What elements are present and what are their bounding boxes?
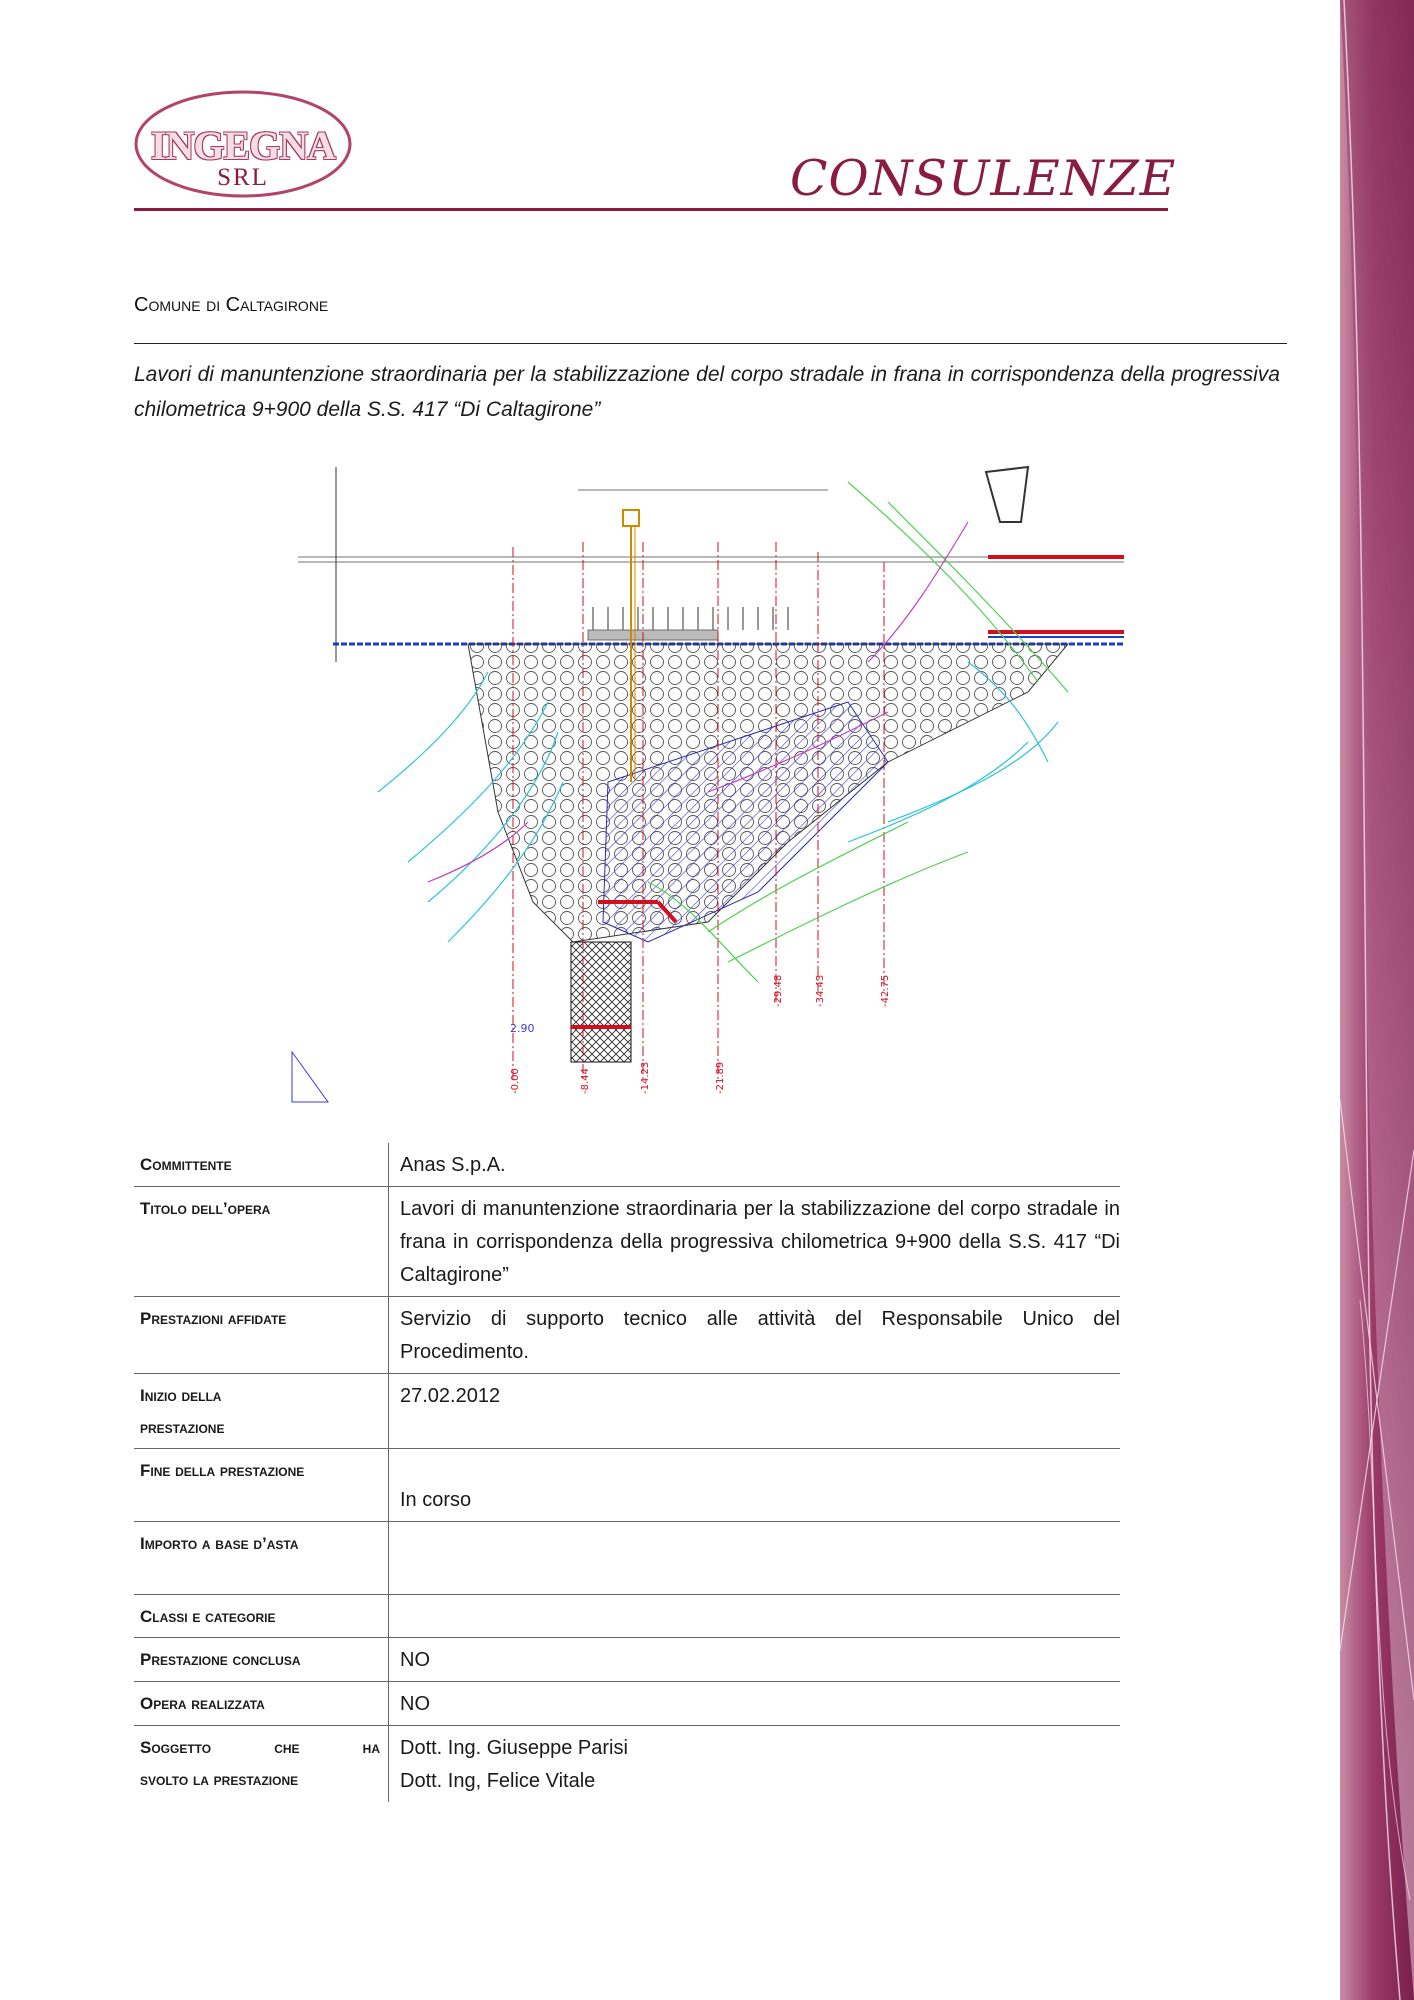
page-header-title: CONSULENZE xyxy=(790,150,1177,207)
table-row xyxy=(134,1522,1120,1595)
drawing-label: -42.75 xyxy=(880,974,891,1007)
decorative-side-band xyxy=(1340,0,1414,2000)
prestazioni-label: Prestazioni affidate xyxy=(134,1297,389,1374)
soggetto-label xyxy=(134,1726,389,1803)
table-row xyxy=(134,1638,1120,1682)
conclusa-label: Prestazione conclusa xyxy=(134,1638,389,1682)
inizio-label-line-1: Inizio della xyxy=(140,1386,222,1405)
table-row xyxy=(134,1726,1120,1803)
technical-drawing xyxy=(288,462,1124,1112)
drawing-label: -0.00 xyxy=(510,1068,521,1094)
table-row xyxy=(134,1449,1120,1522)
fine-label: Fine della prestazione xyxy=(134,1449,389,1522)
soggetto-value xyxy=(389,1726,1121,1803)
realizzata-value: NO xyxy=(389,1682,1121,1726)
inizio-label xyxy=(134,1374,389,1449)
table-row xyxy=(134,1143,1120,1187)
classi-value xyxy=(389,1595,1121,1638)
drawing-label: -8.44 xyxy=(580,1068,591,1094)
importo-value xyxy=(389,1522,1121,1595)
realizzata-label: Opera realizzata xyxy=(134,1682,389,1726)
classi-label: Classi e categorie xyxy=(134,1595,389,1638)
table-row xyxy=(134,1595,1120,1638)
drawing-label: -29.48 xyxy=(773,974,784,1007)
heading-divider xyxy=(134,343,1287,344)
soggetto-person-2: Dott. Ing, Felice Vitale xyxy=(400,1770,596,1792)
soggetto-label-word: che xyxy=(274,1738,300,1757)
soggetto-label-word: Soggetto xyxy=(140,1738,212,1757)
importo-label: Importo a base d’asta xyxy=(134,1522,389,1595)
prestazioni-value: Servizio di supporto tecnico alle attività del Responsabile Unico del Procedimento. xyxy=(389,1297,1121,1374)
inizio-value: 27.02.2012 xyxy=(389,1374,1121,1449)
logo-text: INGEGNA xyxy=(150,123,336,168)
committente-value: Anas S.p.A. xyxy=(389,1143,1121,1187)
header-divider xyxy=(134,208,1168,211)
drawing-label: -21.89 xyxy=(715,1061,726,1094)
table-row xyxy=(134,1297,1120,1374)
drawing-label: 2.90 xyxy=(510,1022,535,1035)
soggetto-label-line-2: svolto la prestazione xyxy=(140,1770,299,1789)
soggetto-label-word: ha xyxy=(362,1738,380,1757)
project-subtitle: Lavori di manuntenzione straordinaria per la stabilizzazione del corpo stradale in frana in corrispondenza della progressiva chilometrica 9+900 della S.S. 417 “Di Caltagirone” xyxy=(134,363,1280,421)
conclusa-value: NO xyxy=(389,1638,1121,1682)
drawing-label: -14.23 xyxy=(640,1061,651,1094)
project-info-table xyxy=(134,1143,1120,1802)
committente-label: Committente xyxy=(134,1143,389,1187)
inizio-label-line-2: prestazione xyxy=(140,1418,225,1437)
table-row xyxy=(134,1187,1120,1297)
company-logo xyxy=(133,88,353,200)
fine-value: In corso xyxy=(389,1449,1121,1522)
drawing-label: -34.43 xyxy=(815,974,826,1007)
titolo-label: Titolo dell’opera xyxy=(134,1187,389,1297)
soggetto-label-line-1 xyxy=(140,1732,380,1764)
table-row xyxy=(134,1374,1120,1449)
table-row xyxy=(134,1682,1120,1726)
comune-heading: Comune di Caltagirone xyxy=(134,294,329,316)
soggetto-person-1: Dott. Ing. Giuseppe Parisi xyxy=(400,1737,628,1759)
titolo-value: Lavori di manuntenzione straordinaria per la stabilizzazione del corpo stradale in frana in corrispondenza della progressiva chilometrica 9+900 della S.S. 417 “Di Caltagirone” xyxy=(389,1187,1121,1297)
logo-subtext: SRL xyxy=(217,164,269,191)
